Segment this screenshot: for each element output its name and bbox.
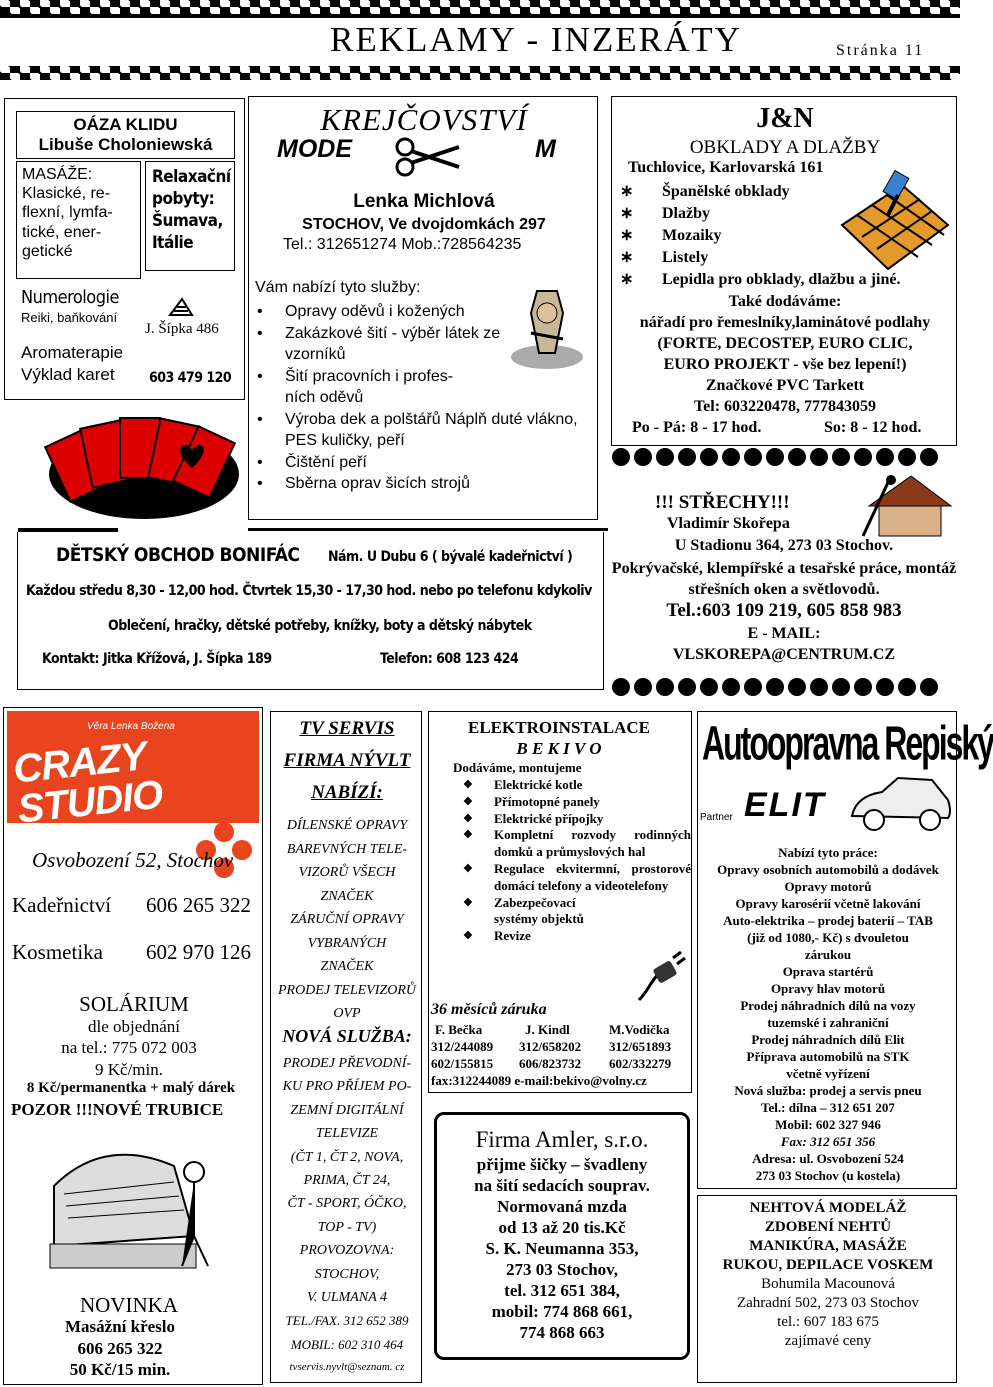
amler-line: přijme šičky – švadleny xyxy=(476,1155,648,1174)
crazy-kad: Kadeřnictví xyxy=(12,893,112,917)
tv-line: V. ULMANA 4 xyxy=(307,1290,387,1306)
jn-pvc: Značkové PVC Tarkett xyxy=(705,377,865,394)
krejcovstvi-phone: Tel.: 312651274 Mob.:728564235 xyxy=(283,236,522,253)
car-icon xyxy=(848,772,954,834)
tv-line: ZÁRUČNÍ OPRAVY xyxy=(290,912,404,927)
auto-line: Tel.: dílna – 312 651 207 xyxy=(761,1100,895,1115)
auto-line: 273 03 Stochov (u kostela) xyxy=(755,1168,901,1183)
amler-line: Normovaná mzda xyxy=(497,1197,627,1216)
amler-line: tel. 312 651 384, xyxy=(504,1281,620,1300)
bonifac-title: DĚTSKÝ OBCHOD BONIFÁC xyxy=(56,544,300,566)
strechy-address: U Stadionu 364, 273 03 Stochov. xyxy=(674,537,894,554)
jn-brands: (FORTE, DECOSTEP, EURO CLIC, xyxy=(657,335,913,352)
auto-ad xyxy=(697,711,993,1189)
jn-brands2: EURO PROJEKT - vše bez lepení!) xyxy=(663,356,907,373)
crazy-nov3: 50 Kč/15 min. xyxy=(69,1360,171,1379)
playing-cards-icon xyxy=(44,404,244,524)
auto-line: Opravy karosérií včetně lakování xyxy=(735,896,921,911)
tv-line: DÍLENSKÉ OPRAVY xyxy=(286,818,408,833)
elektro-item: ❖ Kompletní rozvody rodinných domků a průmyslových hal xyxy=(459,827,691,861)
elektro-item: ❖ Zabezpečovací systémy objektů xyxy=(459,895,619,929)
amler-line: od 13 až 20 tis.Kč xyxy=(498,1218,626,1237)
tv-line: TEL./FAX. 312 652 389 xyxy=(285,1313,409,1329)
strechy-tel: Tel.:603 109 219, 605 858 983 xyxy=(666,600,902,621)
oaza-masaze-box xyxy=(16,161,141,279)
crazy-logo-text: CRAZY STUDIO xyxy=(11,734,165,832)
bonifac-hours: Každou středu 8,30 - 12,00 hod. Čtvrtek 15,30 - 17,30 hod. nebo po telefonu kdykoliv xyxy=(26,583,592,599)
elektro-item: ❖ Přímotopné panely xyxy=(459,794,691,811)
auto-line: Prodej náhradních dílů Elit xyxy=(751,1032,905,1047)
service-item: • Šití pracovních i profes- ních oděvů xyxy=(253,366,483,409)
auto-line: Fax: 312 651 356 xyxy=(780,1134,876,1149)
tv-line: (ČT 1, ČT 2, NOVA, xyxy=(290,1149,404,1165)
nehty-line: MANIKÚRA, MASÁŽE xyxy=(749,1238,907,1254)
crazy-nov2: 606 265 322 xyxy=(77,1339,163,1358)
service-item: • Čištění peří xyxy=(253,452,513,474)
page-title: REKLAMY - INZERÁTY xyxy=(330,20,742,59)
elektro-warranty: 36 měsíců záruka xyxy=(431,1001,547,1018)
crazy-nov: NOVINKA xyxy=(80,1293,178,1317)
oaza-karty: Výklad karet xyxy=(21,365,115,384)
bonifac-top-rule xyxy=(18,528,118,532)
crazy-nov1: Masážní křeslo xyxy=(64,1317,176,1336)
elektro-item: ❖ Revize xyxy=(459,928,691,945)
crazy-sol3: 9 Kč/min. xyxy=(95,1060,163,1079)
crazy-sol2: na tel.: 775 072 003 xyxy=(61,1038,197,1057)
bonifac-top-rule xyxy=(248,528,608,531)
header-rule xyxy=(0,14,960,18)
elektro-items xyxy=(459,777,691,945)
masaze-line: getické xyxy=(22,242,73,260)
jn-item: ∗ Dlažby xyxy=(612,203,958,225)
tv-line: ZEMNÍ DIGITÁLNÍ xyxy=(290,1102,404,1118)
tv-new: NOVÁ SLUŽBA: xyxy=(282,1026,412,1046)
bonifac-phone: Telefon: 608 123 424 xyxy=(380,651,519,667)
bonifac-goods: Oblečení, hračky, dětské potřeby, knížky, boty a dětský nábytek xyxy=(108,618,532,634)
tv-line: OVP xyxy=(333,1006,361,1021)
oaza-ad xyxy=(4,98,245,400)
nehty-line: Bohumila Macounová xyxy=(761,1276,895,1292)
tv-line: ČT - SPORT, ÓČKO, xyxy=(287,1196,407,1212)
jn-subtitle: OBKLADY A DLAŽBY xyxy=(689,137,881,158)
auto-line: Opravy osobních automobilů a dodávek xyxy=(717,862,939,877)
amler-title: Firma Amler, s.r.o. xyxy=(475,1127,649,1152)
jn-also: Také dodáváme: xyxy=(728,293,842,310)
nehty-line: zajímavé ceny xyxy=(784,1333,872,1349)
tv-line: TOP - TV) xyxy=(317,1219,377,1235)
tv-line: PROVOZOVNA: xyxy=(299,1243,395,1259)
strechy-name: Vladimír Skořepa xyxy=(667,515,790,532)
elektro-phone: 606/823732 xyxy=(519,1056,582,1071)
relax-line: Šumava, xyxy=(152,211,223,232)
auto-line: Opravy hlav motorů xyxy=(770,981,886,996)
masaze-line: flexní, lymfa- xyxy=(22,204,113,222)
amler-line: mobil: 774 868 661, xyxy=(491,1302,633,1321)
service-item: • Výroba dek a polštářů Náplň duté vlákno, PES kuličky, peří xyxy=(253,409,593,452)
jn-tel: Tel: 603220478, 777843059 xyxy=(693,398,877,415)
bonifac-contact: Kontakt: Jitka Křížová, J. Šípka 189 xyxy=(42,651,272,667)
amler-line: 774 868 663 xyxy=(519,1323,605,1342)
elektro-phone: 312/651893 xyxy=(609,1039,672,1054)
tv-lines2 xyxy=(271,1052,423,1380)
elektro-phone: 312/244089 xyxy=(431,1039,494,1054)
krejcovstvi-services xyxy=(253,301,578,495)
krejcovstvi-mode: MODE xyxy=(277,135,352,163)
nehty-ad xyxy=(697,1195,957,1383)
crazy-sol5: POZOR !!!NOVÉ TRUBICE xyxy=(11,1100,224,1119)
strechy-ad xyxy=(611,470,957,680)
crazy-kos-tel: 602 970 126 xyxy=(146,940,251,964)
auto-lines xyxy=(698,844,958,1184)
auto-line: tuzemské i zahraniční xyxy=(767,1015,889,1030)
crazy-sol1: dle objednání xyxy=(87,1017,181,1036)
solarium-icon xyxy=(44,1126,224,1276)
elektro-phone: 602/332279 xyxy=(609,1056,672,1071)
auto-line: zárukou xyxy=(804,947,852,962)
tv-lines xyxy=(271,814,423,1026)
krejcovstvi-m: M xyxy=(535,135,556,163)
nehty-line: RUKOU, DEPILACE VOSKEM xyxy=(722,1257,934,1273)
tv-line: PRODEJ TELEVIZORŮ xyxy=(277,982,417,998)
nehty-line: ZDOBENÍ NEHTŮ xyxy=(764,1219,892,1235)
tv-line: TELEVIZE xyxy=(315,1126,379,1142)
nehty-line: Zahradní 502, 273 03 Stochov xyxy=(736,1295,920,1311)
crazy-logo-small: Věra Lenka Božena xyxy=(87,721,175,732)
krejcovstvi-name: Lenka Michlová xyxy=(353,191,495,212)
strechy-mail: VLSKOREPA@CENTRUM.CZ xyxy=(672,646,896,663)
crazy-logo xyxy=(7,711,259,832)
oaza-phone: 603 479 120 xyxy=(149,370,232,386)
masaze-line: MASÁŽE: xyxy=(22,166,93,183)
crazy-kos: Kosmetika xyxy=(12,940,103,964)
jn-title: J&N xyxy=(756,103,814,134)
plug-icon xyxy=(629,950,689,1010)
crazy-sol4: 8 Kč/permanentka + malý dárek xyxy=(26,1080,236,1096)
dot-separator xyxy=(612,678,938,696)
elektro-item: ❖ Elektrické přípojky xyxy=(459,811,691,828)
auto-line: Opravy motorů xyxy=(784,879,872,894)
house-icon xyxy=(861,470,955,540)
oaza-owner: Libuše Choloniewská xyxy=(38,135,213,154)
oaza-aroma: Aromaterapie xyxy=(21,343,124,362)
jn-address: Tuchlovice, Karlovarská 161 xyxy=(628,159,824,176)
jn-hours1: Po - Pá: 8 - 17 hod. xyxy=(632,419,762,436)
amler-line: 273 03 Stochov, xyxy=(506,1260,618,1279)
dot-separator xyxy=(612,448,938,466)
krejcovstvi-address: STOCHOV, Ve dvojdomkách 297 xyxy=(302,216,546,233)
oaza-reiki: Reiki, baňkování xyxy=(21,310,118,325)
page-number: Stránka 11 xyxy=(836,42,925,59)
masaze-line: Klasické, re- xyxy=(22,185,111,203)
elektro-people xyxy=(431,1021,691,1089)
elektro-person: J. Kindl xyxy=(525,1022,570,1037)
elektro-ad xyxy=(428,711,692,1093)
service-item: • Sběrna oprav šicích strojů xyxy=(253,473,513,495)
elektro-name: B E K I V O xyxy=(516,739,602,758)
nehty-line: NEHTOVÁ MODELÁŽ xyxy=(749,1200,907,1216)
elektro-phone: 602/155815 xyxy=(431,1056,494,1071)
service-item: • Zakázkové šití - výběr látek ze vzorníků xyxy=(253,323,513,366)
oaza-relax-box xyxy=(145,161,235,271)
tv-line: KU PRO PŘÍJEM PO- xyxy=(282,1079,412,1095)
auto-line: Auto-elektrika – prodej baterií – TAB xyxy=(723,913,933,928)
masaze-line: tické, ener- xyxy=(22,223,102,241)
tv-line: VYBRANÝCH xyxy=(307,935,387,951)
nehty-line: tel.: 607 183 675 xyxy=(777,1314,879,1330)
tailor-icon xyxy=(507,283,587,373)
auto-elit: ELIT xyxy=(744,786,826,824)
oaza-title: OÁZA KLIDU xyxy=(73,115,178,134)
relax-line: Relaxační xyxy=(152,167,231,187)
auto-partner: Partner xyxy=(700,812,733,823)
crazy-address: Osvobození 52, Stochov xyxy=(32,848,234,872)
jn-item: ∗ Mozaiky xyxy=(612,225,958,247)
auto-line: Prodej náhradních dílů na vozy xyxy=(740,998,916,1013)
elektro-person: M.Vodička xyxy=(609,1022,670,1037)
tv-firm: FIRMA NÝVLT xyxy=(283,750,411,771)
crazy-ad xyxy=(3,707,263,1385)
elektro-title: ELEKTROINSTALACE xyxy=(467,718,650,737)
auto-line: (již od 1080,- Kč) s dvouletou xyxy=(747,930,909,945)
auto-logo: Autoopravna Repiský xyxy=(702,716,993,770)
crazy-kad-tel: 606 265 322 xyxy=(146,893,251,917)
strechy-mail-label: E - MAIL: xyxy=(747,625,821,642)
auto-line: Nabízí tyto práce: xyxy=(778,845,878,860)
elektro-fax: fax:312244089 e-mail:bekivo@volny.cz xyxy=(431,1073,647,1088)
strechy-title: !!! STŘECHY!!! xyxy=(655,492,790,513)
amler-ad xyxy=(434,1112,690,1360)
krejcovstvi-ad xyxy=(248,96,598,520)
tv-line: tvservis.nyvlt@seznam. cz xyxy=(289,1361,405,1374)
oaza-address: J. Šípka 486 xyxy=(145,321,219,337)
amler-line: S. K. Neumanna 353, xyxy=(485,1239,639,1258)
jn-item: ∗ Lepidla pro obklady, dlažbu a jiné. xyxy=(612,269,958,291)
oaza-title-box xyxy=(16,111,235,159)
bonifac-ad xyxy=(17,532,604,690)
tv-line: ZNAČEK xyxy=(320,888,374,904)
checker-border-top xyxy=(0,0,960,14)
tv-line: PRIMA, ČT 24, xyxy=(303,1173,391,1189)
elektro-phone: 312/658202 xyxy=(519,1039,582,1054)
elektro-intro: Dodáváme, montujeme xyxy=(453,760,582,775)
tv-offer: NABÍZÍ: xyxy=(311,782,383,803)
auto-line: Mobil: 602 327 946 xyxy=(775,1117,881,1132)
oaza-numerologie: Numerologie xyxy=(21,287,119,308)
crazy-sol: SOLÁRIUM xyxy=(79,992,189,1016)
elektro-item: ❖ Elektrické kotle xyxy=(459,777,691,794)
scissors-icon xyxy=(393,137,463,177)
tiles-brush-icon xyxy=(832,165,952,275)
tv-line: BAREVNÝCH TELE- xyxy=(286,841,408,857)
tv-line: STOCHOV, xyxy=(314,1266,380,1282)
tv-line: VIZORŮ VŠECH xyxy=(298,865,396,880)
krejcovstvi-intro: Vám nabízí tyto služby: xyxy=(255,279,421,296)
relax-line: pobyty: xyxy=(152,189,215,210)
auto-line: Příprava automobilů na STK xyxy=(746,1049,910,1064)
auto-line: Nová služba: prodej a servis pneu xyxy=(734,1083,922,1098)
tv-ad xyxy=(270,711,422,1383)
tv-title: TV SERVIS xyxy=(299,718,395,739)
elektro-person: F. Bečka xyxy=(435,1022,483,1037)
jn-ad xyxy=(611,96,957,446)
service-item: • Opravy oděvů i kožených xyxy=(253,301,513,323)
jn-item: ∗ Španělské obklady xyxy=(612,181,958,203)
bonifac-address: Nám. U Dubu 6 ( bývalé kadeřnictví ) xyxy=(328,549,573,565)
checker-border-bottom xyxy=(0,66,960,80)
krejcovstvi-title: KREJČOVSTVÍ xyxy=(320,102,528,137)
tv-line: ZNAČEK xyxy=(320,959,374,974)
auto-line: včetně vyřízení xyxy=(786,1066,870,1081)
amler-line: na šití sedacích souprav. xyxy=(474,1176,650,1195)
jn-hours2: So: 8 - 12 hod. xyxy=(824,419,922,436)
jn-tools: nářadí pro řemeslníky,laminátové podlahy xyxy=(639,314,931,331)
jn-item: ∗ Listely xyxy=(612,247,958,269)
arrow-icon xyxy=(168,295,194,317)
relax-line: Itálie xyxy=(152,233,194,254)
tv-line: MOBIL: 602 310 464 xyxy=(290,1336,404,1352)
elektro-item: ❖ Regulace ekvitermní, prostorové domácí telefony a videotelefony xyxy=(459,861,691,895)
auto-line: Oprava startérů xyxy=(782,964,874,979)
auto-line: Adresa: ul. Osvobození 524 xyxy=(752,1151,904,1166)
strechy-desc: Pokrývačské, klempířské a tesařské práce, montáž střešních oken a světlovodů. xyxy=(611,560,957,598)
tv-line: PRODEJ PŘEVODNÍ- xyxy=(282,1056,412,1071)
